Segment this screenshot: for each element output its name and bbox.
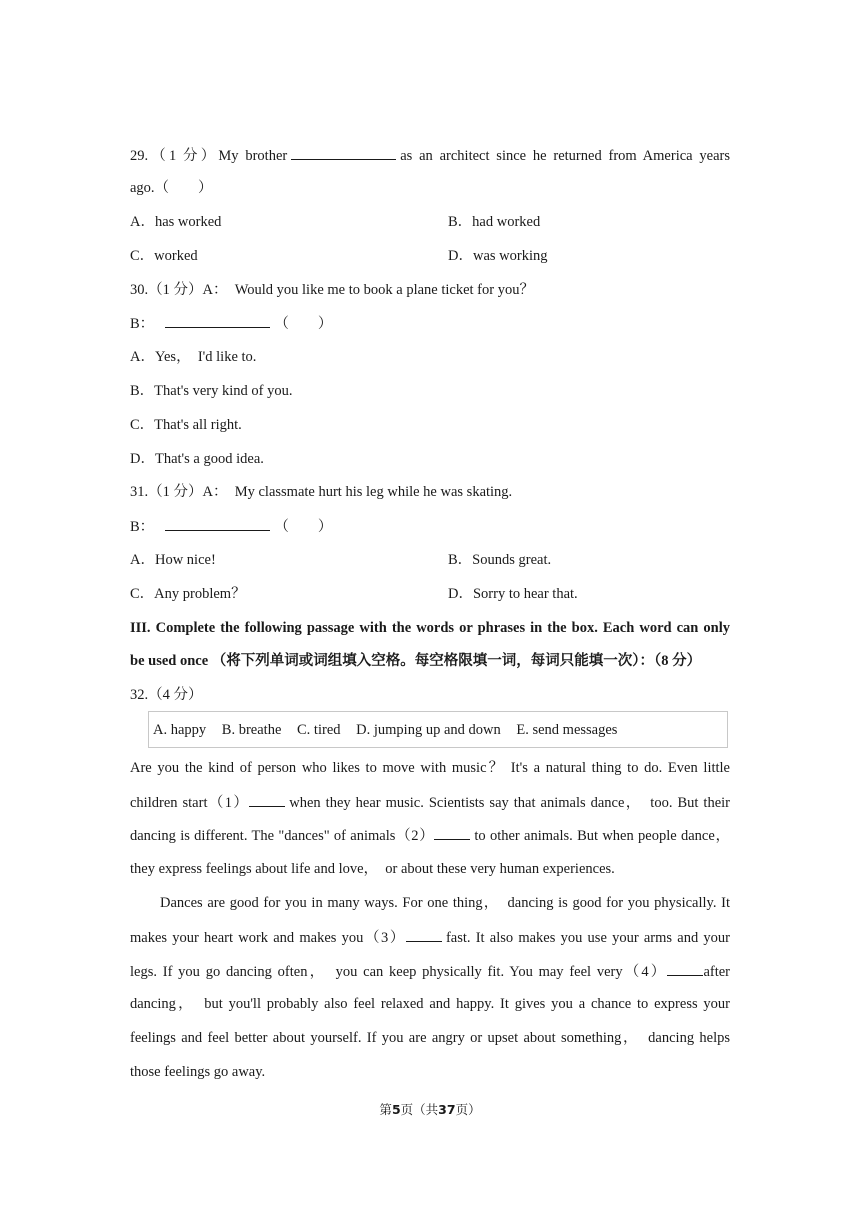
q29-stem: 29.（1 分）My brother as an architect since he returned from America years xyxy=(130,145,730,166)
q29-stem-cont: ago.（ ） xyxy=(130,180,213,196)
section-heading: III. Complete the following passage with the words or phrases in the box. Each word can only xyxy=(130,620,730,636)
q32-label: 32.（4 分） xyxy=(130,687,203,703)
word-option: D. jumping up and down xyxy=(356,722,501,738)
answer-blank[interactable] xyxy=(291,145,396,160)
q30-option-d: D．That's a good idea. xyxy=(130,451,264,467)
passage-line: legs. If you go dancing often， you can keep physically fit. You may feel very（4） after xyxy=(130,961,730,982)
passage-line: feelings and feel better about yourself. If you are angry or upset about something， dancing helps xyxy=(130,1030,730,1046)
passage-line: makes your heart work and makes you（3） fast. It also makes you use your arms and your xyxy=(130,927,730,948)
total-pages: 37 xyxy=(438,1102,456,1117)
word-option: C. tired xyxy=(297,722,341,738)
current-page-number: 5 xyxy=(391,1102,401,1117)
q30-option-c: C．That's all right. xyxy=(130,417,242,433)
q29-option-b: B．had worked xyxy=(448,214,541,230)
q29-option-a: A．has worked xyxy=(130,214,222,230)
answer-blank[interactable] xyxy=(406,927,442,942)
answer-blank[interactable] xyxy=(667,961,703,976)
answer-blank[interactable] xyxy=(249,792,285,807)
q29-option-c: C．worked xyxy=(130,248,198,264)
page-footer: 第5页（共37页） xyxy=(379,1102,481,1117)
q31-stem: 31.（1 分）A： My classmate hurt his leg while he was skating. xyxy=(130,484,513,500)
passage-line: those feelings go away. xyxy=(130,1064,266,1080)
q30-response-line: B： （ ） xyxy=(130,313,730,334)
q31-option-b: B．Sounds great. xyxy=(448,552,552,568)
passage-line: Dances are good for you in many ways. For one thing， dancing is good for you physically. It xyxy=(160,895,730,911)
passage-line: Are you the kind of person who likes to move with music？ It's a natural thing to do. Even little xyxy=(130,760,730,776)
q29-option-d: D．was working xyxy=(448,248,548,264)
section-heading-cont: be used once （将下列单词或词组填入空格。每空格限填一词，每词只能填一次）：（8 分） xyxy=(130,653,702,669)
passage-line: dancing， but you'll probably also feel relaxed and happy. It gives you a chance to express your xyxy=(130,996,730,1012)
word-option: A. happy xyxy=(153,722,207,738)
word-bank-box xyxy=(148,711,728,748)
answer-blank[interactable] xyxy=(434,825,470,840)
answer-blank[interactable] xyxy=(165,313,270,328)
q31-option-c: C．Any problem？ xyxy=(130,586,246,602)
q30-option-a: A．Yes， I'd like to. xyxy=(130,349,257,365)
passage-line: they express feelings about life and love， or about these very human experiences. xyxy=(130,861,615,877)
q30-stem: 30.（1 分）A： Would you like me to book a plane ticket for you？ xyxy=(130,282,534,298)
word-option: E. send messages xyxy=(516,722,618,738)
passage-line: children start（1） when they hear music. Scientists say that animals dance， too. But their xyxy=(130,792,730,813)
q31-option-a: A．How nice! xyxy=(130,552,216,568)
answer-blank[interactable] xyxy=(165,516,270,531)
word-option: B. breathe xyxy=(221,722,282,738)
q31-response-line: B： （ ） xyxy=(130,516,730,537)
q31-option-d: D．Sorry to hear that. xyxy=(448,586,578,602)
q30-option-b: B．That's very kind of you. xyxy=(130,383,293,399)
passage-line: dancing is different. The "dances" of animals（2） to other animals. But when people dance， xyxy=(130,825,730,846)
